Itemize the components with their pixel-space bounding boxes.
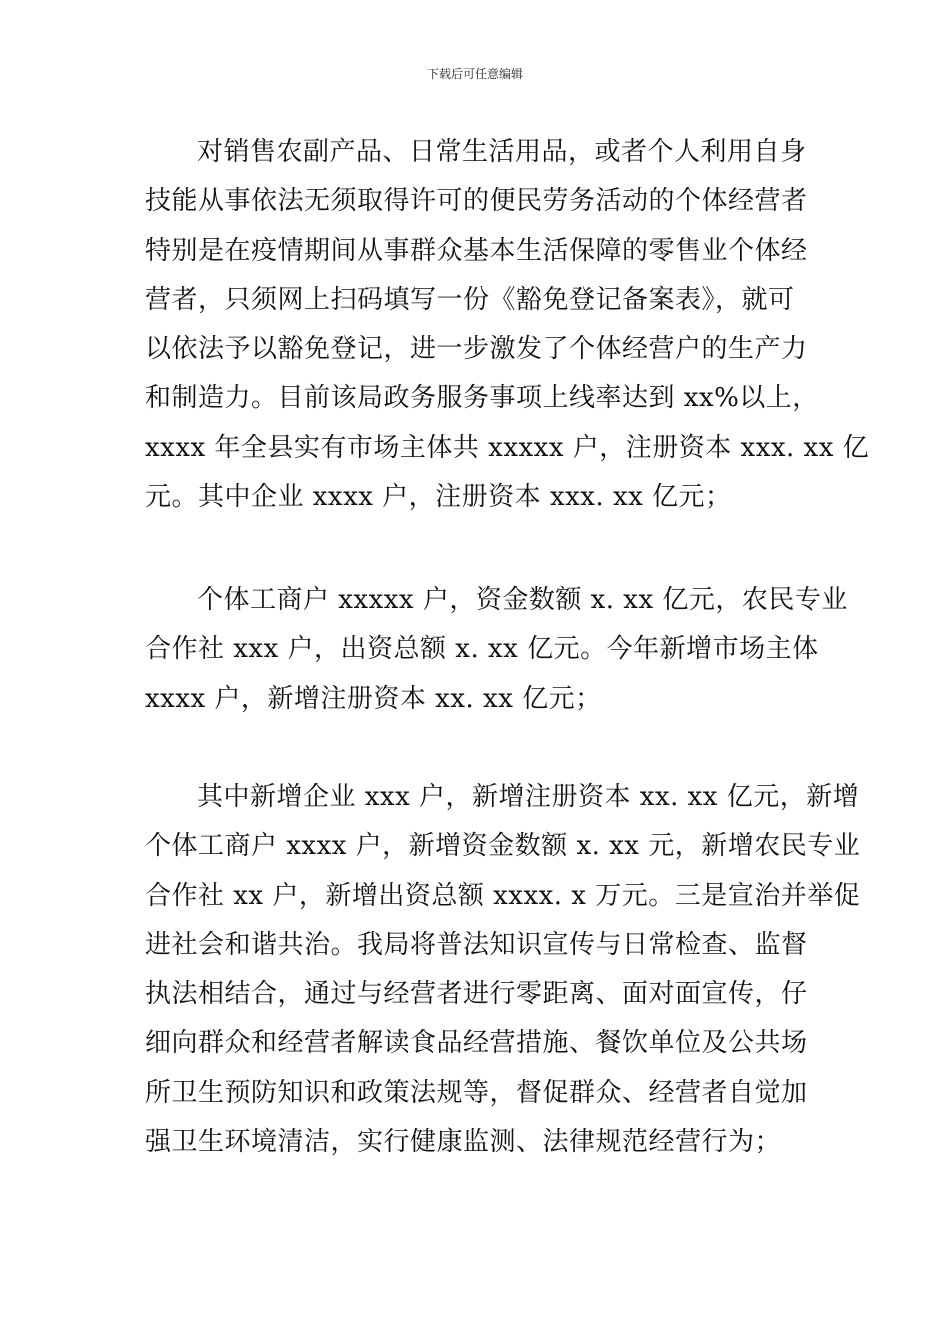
text-line: xxxx 年全县实有市场主体共 xxxxx 户，注册资本 xxx. xx 亿 — [145, 432, 870, 463]
paragraph-1 — [145, 128, 870, 522]
text-line: 个体工商户 xxxxx 户，资金数额 x. xx 亿元，农民专业 — [197, 585, 848, 615]
text-line: 营者，只须网上扫码填写一份《豁免登记备案表》，就可 — [145, 284, 795, 315]
text-line: 强卫生环境清洁，实行健康监测、法律规范经营行为； — [145, 1127, 782, 1158]
text-line: 对销售农副产品、日常生活用品，或者个人利用自身 — [197, 137, 807, 167]
text-line: 和制造力。目前该局政务服务事项上线率达到 xx%以上， — [145, 383, 819, 414]
paragraph-2 — [145, 576, 848, 724]
text-line: 特别是在疫情期间从事群众基本生活保障的零售业个体经 — [145, 235, 808, 266]
text-line: 执法相结合，通过与经营者进行零距离、面对面宣传，仔 — [145, 979, 808, 1010]
text-line: 所卫生预防知识和政策法规等，督促群众、经营者自觉加 — [145, 1077, 808, 1108]
text-line: 细向群众和经营者解读食品经营措施、餐饮单位及公共场 — [145, 1028, 808, 1059]
header-note: 下载后可任意编辑 — [426, 67, 523, 81]
paragraph-3 — [145, 773, 861, 1167]
text-line: 其中新增企业 xxx 户，新增注册资本 xx. xx 亿元，新增 — [197, 782, 860, 812]
text-line: 进社会和谐共治。我局将普法知识宣传与日常检查、监督 — [145, 929, 808, 960]
text-line: xxxx 户，新增注册资本 xx. xx 亿元； — [145, 683, 602, 714]
text-line: 以依法予以豁免登记，进一步激发了个体经营户的生产力 — [145, 334, 808, 365]
text-line: 元。其中企业 xxxx 户，注册资本 xxx. xx 亿元； — [145, 482, 732, 513]
text-line: 合作社 xxx 户，出资总额 x. xx 亿元。今年新增市场主体 — [145, 634, 819, 665]
text-line: 技能从事依法无须取得许可的便民劳务活动的个体经营者 — [145, 186, 808, 217]
text-line: 个体工商户 xxxx 户，新增资金数额 x. xx 元，新增农民专业 — [145, 831, 861, 862]
text-line: 合作社 xx 户，新增出资总额 xxxx. x 万元。三是宣治并举促 — [145, 880, 861, 911]
